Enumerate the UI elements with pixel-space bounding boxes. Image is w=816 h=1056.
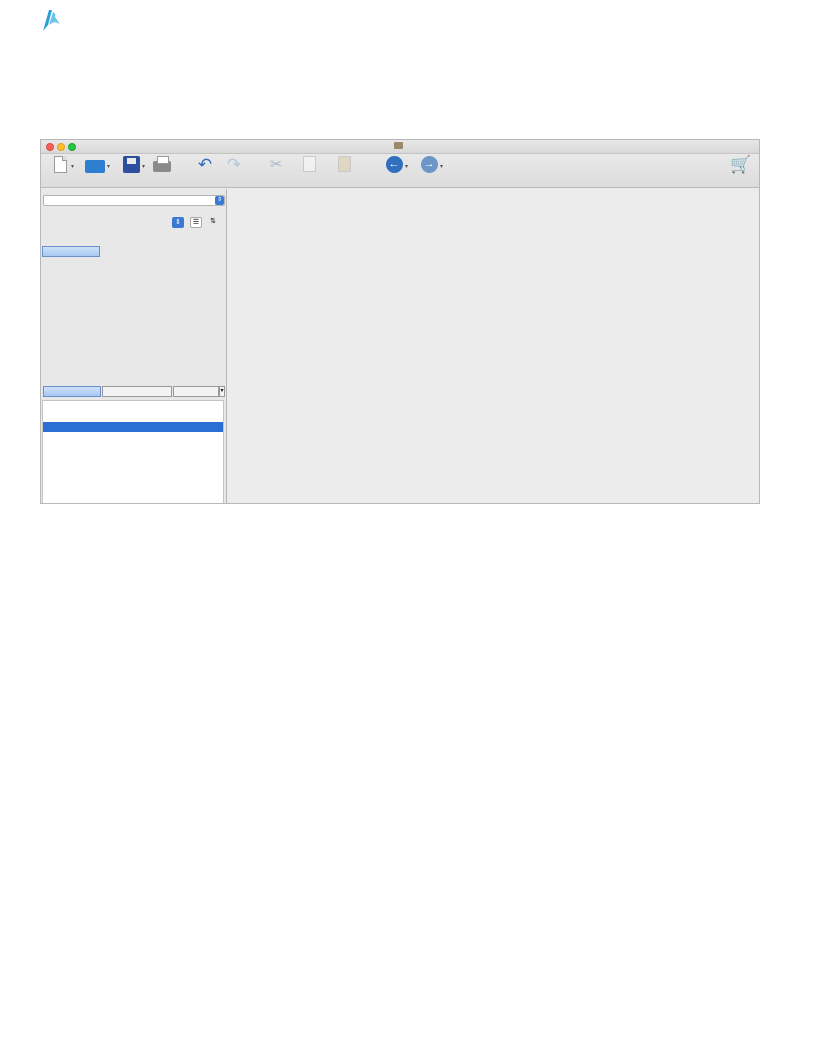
column-header-barcode[interactable] [173, 386, 219, 397]
paste-icon [338, 156, 351, 172]
toolbar [41, 154, 759, 188]
chevron-updown-icon: ⇕ [216, 197, 223, 203]
cart-icon: 🛒 [730, 155, 752, 174]
back-arrow-icon: ← [386, 156, 403, 173]
copy-button[interactable] [292, 156, 326, 177]
sort-icon[interactable]: ⇅ [210, 218, 216, 225]
open-menu-caret-icon[interactable]: ▾ [107, 164, 111, 170]
window-title [41, 141, 759, 150]
snapgene-window [40, 139, 760, 504]
file-row-selected[interactable] [43, 422, 223, 432]
column-menu-caret-icon[interactable]: ▾ [219, 386, 225, 397]
cut-button[interactable] [259, 156, 293, 179]
redo-button[interactable] [217, 156, 251, 179]
printer-icon [153, 161, 171, 172]
order-button[interactable] [723, 156, 757, 179]
column-header-file-name[interactable] [43, 386, 101, 397]
print-button[interactable] [145, 156, 179, 177]
list-view-icon[interactable]: ☰ [190, 217, 202, 228]
undo-icon: ↶ [197, 155, 213, 174]
scissors-icon: ✂ [269, 156, 283, 173]
title-bar [41, 140, 759, 154]
column-header-date-added[interactable] [102, 386, 172, 397]
snapgene-logo-icon [40, 7, 64, 33]
open-folder-icon [85, 160, 105, 173]
file-count-menu-icon[interactable]: ⇕ [172, 217, 184, 228]
redo-icon: ↷ [226, 155, 242, 174]
save-menu-caret-icon[interactable]: ▾ [142, 164, 146, 170]
collection-select[interactable] [43, 195, 225, 206]
collection-pane [41, 189, 227, 504]
file-list [42, 400, 224, 504]
back-menu-caret-icon[interactable]: ▾ [405, 164, 409, 170]
forward-arrow-icon: → [421, 156, 438, 173]
copy-icon [303, 156, 316, 172]
filter-select[interactable] [43, 217, 183, 228]
file-row[interactable] [43, 402, 223, 412]
paste-button[interactable] [327, 156, 361, 177]
new-file-icon [54, 156, 67, 173]
forward-menu-caret-icon[interactable]: ▾ [440, 164, 444, 170]
save-icon [123, 156, 140, 173]
new-menu-caret-icon[interactable]: ▾ [71, 164, 75, 170]
folder-icon [394, 142, 403, 149]
file-row[interactable] [43, 412, 223, 422]
